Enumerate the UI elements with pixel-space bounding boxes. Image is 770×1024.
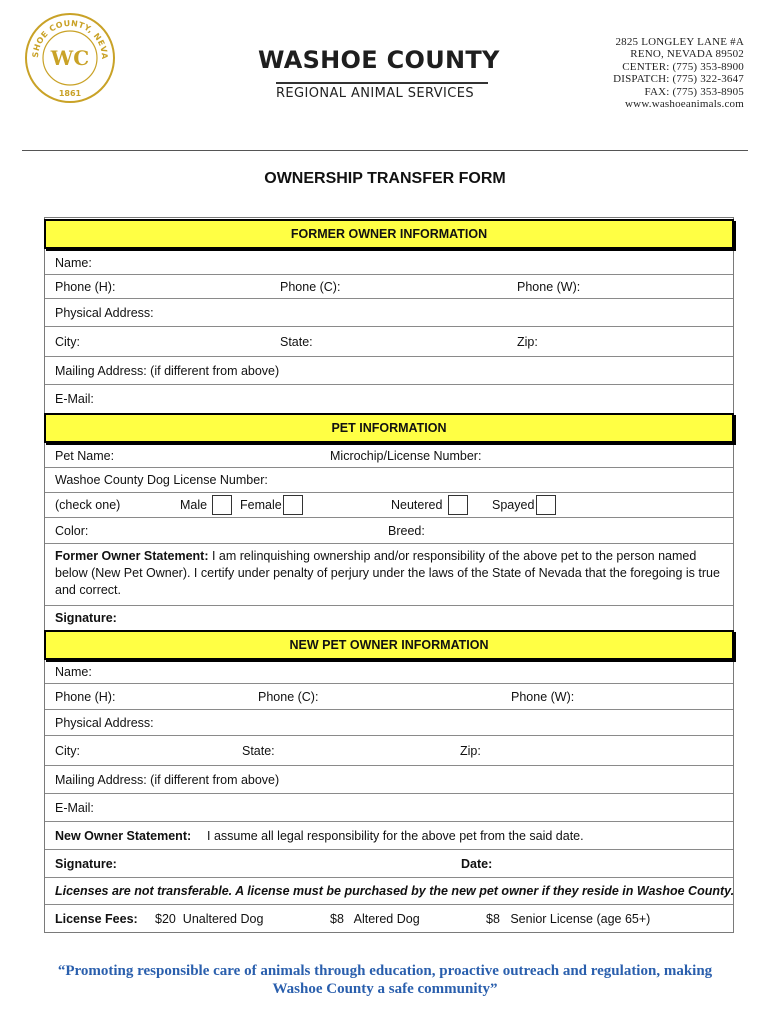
former-mailing-label: Mailing Address: (if different from above)	[55, 363, 280, 378]
check-one-label: (check one)	[55, 498, 121, 512]
licenses-note-row	[45, 878, 733, 905]
fee-senior: $8 Senior License (age 65+)	[486, 911, 651, 926]
licenses-note: Licenses are not transferable. A license must be purchased by the new pet owner if they reside in Washoe County.	[55, 884, 735, 898]
address-block	[613, 36, 744, 110]
address-dispatch-phone: DISPATCH: (775) 322-3647	[613, 73, 744, 86]
former-owner-statement	[45, 544, 733, 606]
org-name: WASHOE COUNTY	[258, 46, 500, 74]
former-physical-row[interactable]	[45, 299, 733, 327]
fee-altered: $8 Altered Dog	[330, 911, 420, 926]
former-statement-label: Former Owner Statement:	[55, 549, 209, 563]
former-statement-text: I am relinquishing ownership and/or responsibility of the above pet to the person named below (New Pet Owner). I certify under penalty of perjury under the laws of the State of Nevada that the foregoing is true and correct.	[55, 549, 720, 597]
new-phone-row[interactable]	[45, 684, 733, 710]
new-date-label: Date:	[461, 856, 493, 871]
new-email-row[interactable]	[45, 794, 733, 822]
male-checkbox[interactable]	[212, 495, 232, 515]
new-phone-h-label: Phone (H):	[55, 689, 116, 704]
header-divider	[22, 150, 748, 151]
former-phone-row[interactable]	[45, 275, 733, 299]
former-city-row[interactable]	[45, 327, 733, 357]
new-signature-row[interactable]	[45, 850, 733, 878]
neutered-checkbox[interactable]	[448, 495, 468, 515]
former-phone-h-label: Phone (H):	[55, 279, 116, 294]
dog-license-label: Washoe County Dog License Number:	[55, 473, 268, 487]
address-fax: FAX: (775) 353-8905	[644, 85, 744, 98]
new-statement-text: I assume all legal responsibility for the above pet from the said date.	[207, 828, 584, 843]
new-physical-label: Physical Address:	[55, 715, 154, 730]
footer-quote-text: “Promoting responsible care of animals through education, proactive outreach and regulation, making Washoe County a safe community”	[57, 963, 713, 997]
former-name-label: Name:	[55, 255, 92, 270]
new-email-label: E-Mail:	[55, 800, 94, 815]
former-zip-label: Zip:	[517, 334, 538, 349]
address-street: 2825 LONGLEY LANE #A	[615, 36, 744, 48]
breed-label: Breed:	[388, 523, 425, 538]
new-zip-label: Zip:	[460, 743, 481, 758]
new-owner-heading: NEW PET OWNER INFORMATION	[44, 630, 734, 660]
new-name-label: Name:	[55, 664, 92, 679]
new-phone-w-label: Phone (W):	[511, 689, 575, 704]
former-physical-label: Physical Address:	[55, 305, 154, 320]
address-city: RENO, NEVADA 89502	[630, 48, 744, 61]
license-fees-label: License Fees:	[55, 911, 138, 926]
former-phone-c-label: Phone (C):	[280, 279, 341, 294]
female-checkbox[interactable]	[283, 495, 303, 515]
form-title: OWNERSHIP TRANSFER FORM	[264, 170, 506, 187]
sex-status-row	[45, 493, 733, 518]
new-signature-label: Signature:	[55, 856, 117, 871]
spayed-label: Spayed	[492, 498, 535, 512]
male-label: Male	[180, 498, 208, 512]
former-mailing-row[interactable]	[45, 357, 733, 385]
new-state-label: State:	[242, 743, 275, 758]
new-mailing-row[interactable]	[45, 766, 733, 794]
former-email-row[interactable]	[45, 385, 733, 413]
pet-name-label: Pet Name:	[55, 448, 115, 463]
former-phone-w-label: Phone (W):	[517, 279, 581, 294]
footer-quote	[0, 962, 770, 998]
address-website: www.washoeanimals.com	[625, 98, 744, 111]
former-signature-row[interactable]	[45, 606, 733, 630]
new-city-label: City:	[55, 743, 80, 758]
color-breed-row[interactable]	[45, 518, 733, 544]
new-phone-c-label: Phone (C):	[258, 689, 319, 704]
new-physical-row[interactable]	[45, 710, 733, 736]
spayed-checkbox[interactable]	[536, 495, 556, 515]
neutered-label: Neutered	[391, 498, 443, 512]
new-city-row[interactable]	[45, 736, 733, 766]
former-email-label: E-Mail:	[55, 392, 94, 406]
svg-text:WASHOE COUNTY, NEVADA: SHOE COUNTY, NEVA	[30, 18, 110, 60]
female-label: Female	[240, 498, 282, 512]
county-seal-logo	[24, 12, 116, 104]
dog-license-row[interactable]	[45, 468, 733, 493]
pet-name-row[interactable]	[45, 444, 733, 468]
new-mailing-label: Mailing Address: (if different from above)	[55, 772, 280, 787]
new-statement-label: New Owner Statement:	[55, 828, 192, 843]
org-subtitle: REGIONAL ANIMAL SERVICES	[276, 86, 474, 101]
new-name-row[interactable]	[45, 660, 733, 684]
svg-text:WC: WC	[50, 46, 90, 70]
former-signature-label: Signature:	[55, 611, 117, 625]
title-divider	[276, 82, 488, 84]
svg-text:1861: 1861	[58, 89, 82, 98]
pet-info-heading: PET INFORMATION	[44, 413, 734, 443]
former-owner-heading: FORMER OWNER INFORMATION	[44, 219, 734, 249]
former-state-label: State:	[280, 334, 313, 349]
new-owner-statement-row	[45, 822, 733, 850]
microchip-label: Microchip/License Number:	[330, 448, 482, 463]
former-city-label: City:	[55, 334, 80, 349]
former-name-row[interactable]	[45, 251, 733, 275]
license-fees-row	[45, 905, 733, 932]
address-center-phone: CENTER: (775) 353-8900	[622, 60, 744, 73]
color-label: Color:	[55, 523, 89, 538]
fee-unaltered: $20 Unaltered Dog	[155, 911, 264, 926]
